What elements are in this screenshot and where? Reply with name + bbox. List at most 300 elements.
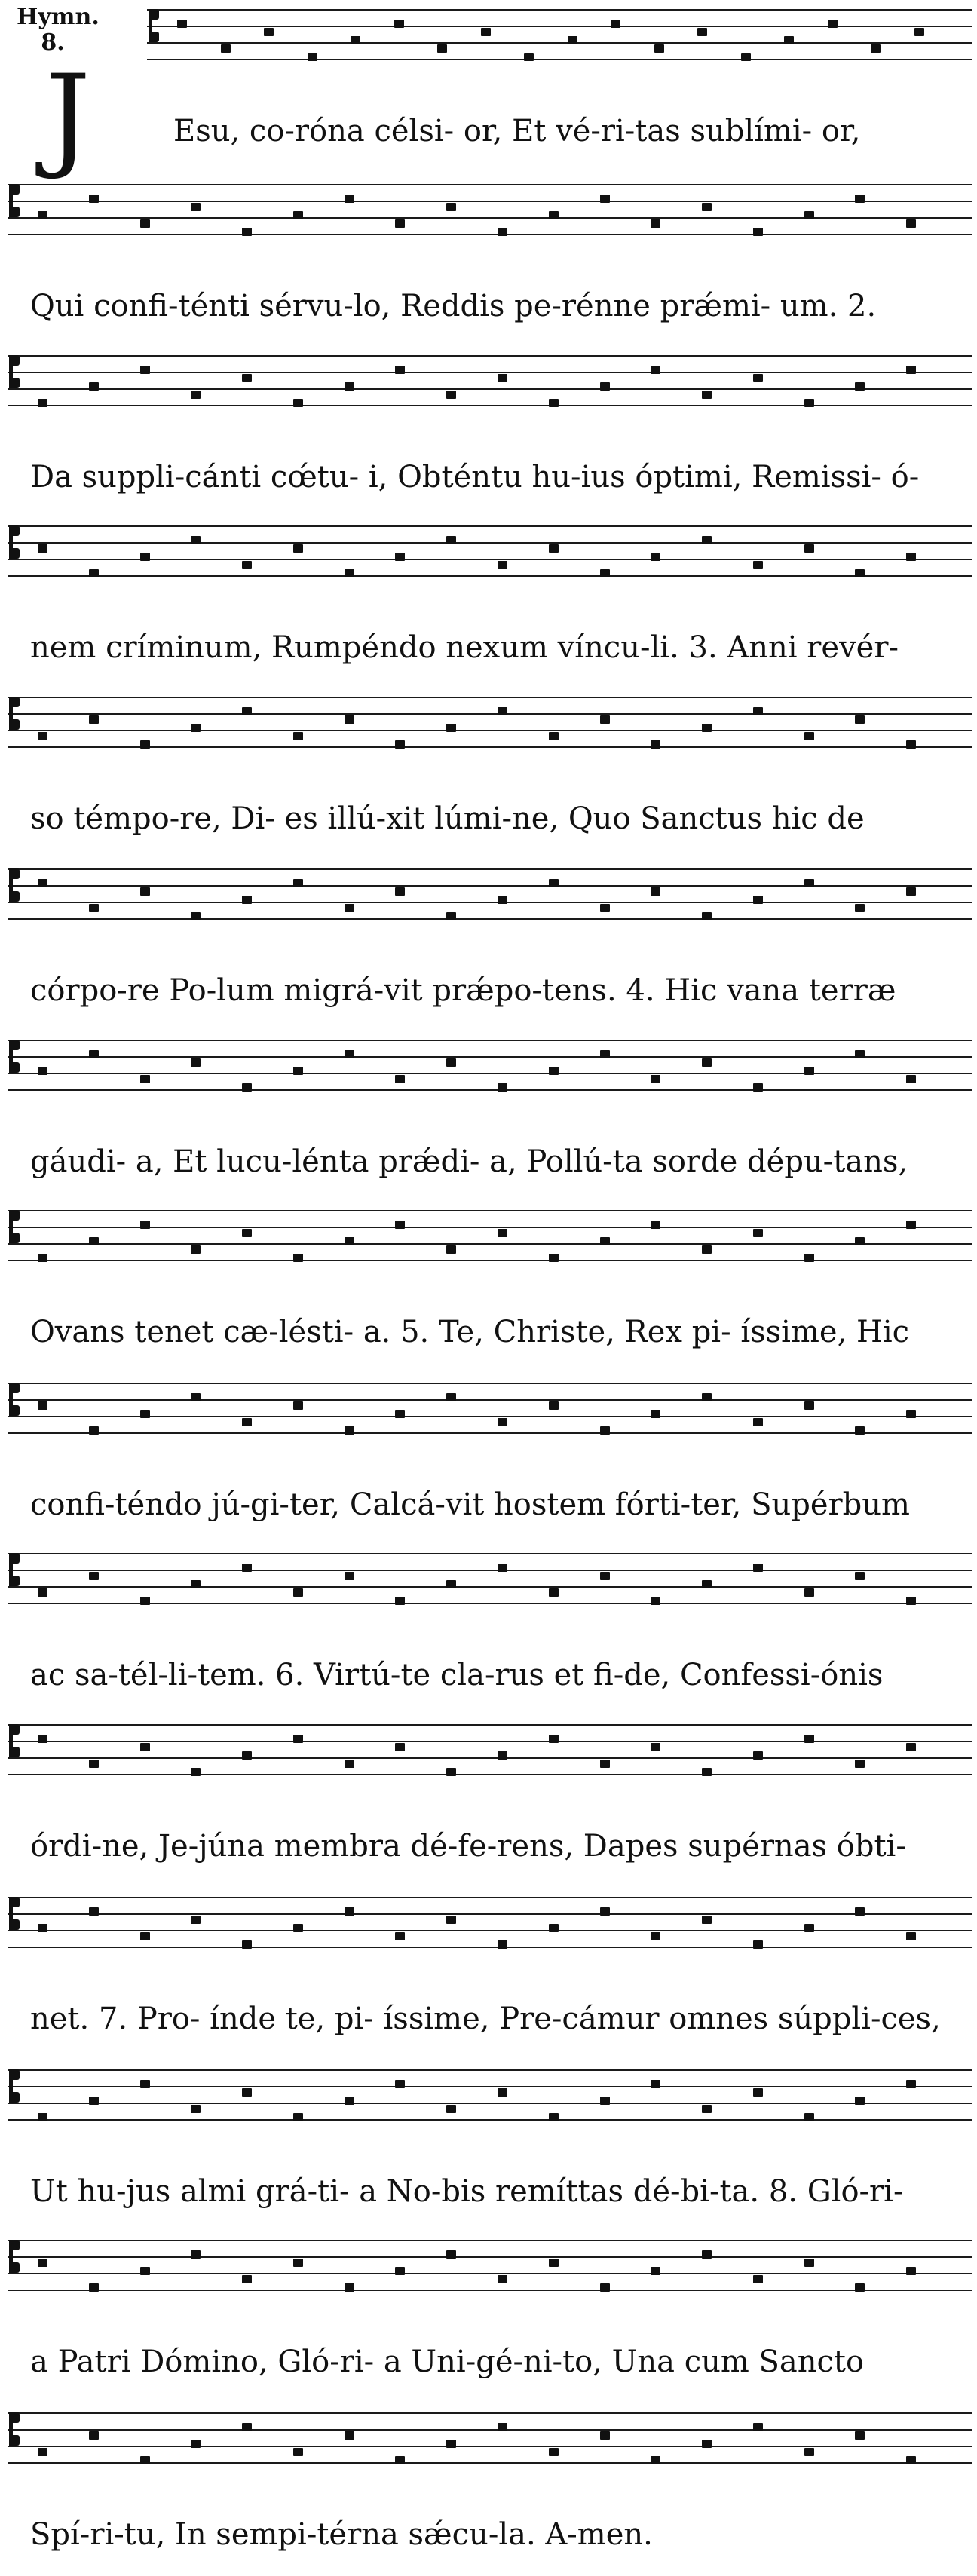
- chant-system: [0, 1201, 977, 1367]
- staff-line: [8, 234, 972, 235]
- neume-note: [702, 912, 712, 920]
- neume-note: [345, 2097, 354, 2105]
- neume-note: [395, 219, 405, 228]
- neume-note: [804, 1254, 814, 1262]
- neume-note: [498, 374, 507, 382]
- neume-note: [804, 1401, 814, 1410]
- staff-line: [8, 1243, 972, 1245]
- staff-line: [8, 1724, 972, 1726]
- neume-note: [395, 1221, 405, 1229]
- staff-line: [8, 372, 972, 373]
- neume-note: [549, 1067, 559, 1075]
- neume-note: [191, 1916, 201, 1924]
- chant-system: [0, 2060, 977, 2226]
- neume-note: [906, 2080, 916, 2088]
- neume-note: [140, 1743, 150, 1751]
- neume-note: [804, 2448, 814, 2456]
- neume-note: [89, 1572, 99, 1580]
- neume-note: [345, 569, 354, 577]
- neume-note: [702, 724, 712, 732]
- neume-note: [89, 1050, 99, 1058]
- staff-line: [8, 1947, 972, 1948]
- neume-note: [855, 715, 865, 724]
- staff-line: [8, 1774, 972, 1775]
- staff-line: [8, 1897, 972, 1898]
- neume-note: [89, 382, 99, 391]
- staff-line: [8, 697, 972, 698]
- staff-line: [8, 746, 972, 748]
- mode-label: Hymn. 8.: [17, 4, 100, 56]
- neume-note: [191, 391, 201, 399]
- neume-note: [702, 2105, 712, 2113]
- staff-line: [8, 1570, 972, 1571]
- staff-line: [147, 9, 972, 11]
- neume-note: [191, 1580, 201, 1588]
- neume-note: [446, 912, 456, 920]
- staff-line: [8, 1073, 972, 1074]
- neume-note: [498, 2423, 507, 2431]
- neume-note: [855, 1050, 865, 1058]
- neume-note: [600, 1237, 610, 1245]
- c-clef-icon: [9, 1210, 18, 1243]
- neume-note: [651, 740, 660, 749]
- neume-note: [498, 2275, 507, 2283]
- neume-note: [651, 1221, 660, 1229]
- neume-note: [753, 2275, 763, 2283]
- neume-note: [293, 1735, 303, 1743]
- staff-line: [8, 2069, 972, 2071]
- neume-note: [345, 1572, 354, 1580]
- neume-note: [446, 1580, 456, 1588]
- staff-line: [8, 1553, 972, 1554]
- c-clef-icon: [149, 9, 158, 42]
- staff-line: [8, 868, 972, 870]
- neume-note: [140, 2267, 150, 2275]
- neume-note: [753, 374, 763, 382]
- staff: [8, 2240, 972, 2290]
- lyric-line: Ovans tenet cæ-lésti- a. 5. Te, Christe, Rex pi- íssime, Hic: [30, 1315, 910, 1349]
- neume-note: [906, 366, 916, 374]
- staff-line: [8, 2412, 972, 2414]
- neume-note: [293, 1924, 303, 1932]
- staff: [8, 1210, 972, 1260]
- neume-note: [242, 2275, 252, 2283]
- staff-line: [8, 1399, 972, 1401]
- neume-note: [395, 1932, 405, 1940]
- neume-note: [89, 2283, 99, 2292]
- neume-note: [702, 2440, 712, 2448]
- neume-note: [804, 879, 814, 887]
- neume-note: [753, 561, 763, 569]
- staff-line: [8, 2256, 972, 2258]
- neume-note: [804, 399, 814, 407]
- lyric-line: Esu, co-róna célsi- or, Et vé-ri-tas sublími- or,: [173, 114, 861, 149]
- neume-note: [549, 2448, 559, 2456]
- chant-system: [0, 1888, 977, 2054]
- chant-system: [0, 2231, 977, 2397]
- neume-note: [549, 2259, 559, 2267]
- neume-note: [855, 1572, 865, 1580]
- neume-note: [38, 211, 47, 219]
- neume-note: [345, 1050, 354, 1058]
- neume-note: [293, 732, 303, 740]
- neume-note: [600, 904, 610, 912]
- neume-note: [89, 1426, 99, 1435]
- neume-note: [855, 2431, 865, 2440]
- neume-note: [140, 1597, 150, 1605]
- staff-line: [8, 559, 972, 560]
- neume-note: [651, 1743, 660, 1751]
- neume-note: [804, 2259, 814, 2267]
- neume-note: [600, 2283, 610, 2292]
- neume-note: [549, 1735, 559, 1743]
- neume-note: [741, 53, 751, 61]
- neume-note: [600, 1572, 610, 1580]
- neume-note: [437, 44, 447, 53]
- neume-note: [38, 1588, 47, 1597]
- neume-note: [753, 1751, 763, 1760]
- neume-note: [395, 553, 405, 561]
- neume-note: [498, 1229, 507, 1237]
- staff-line: [8, 1913, 972, 1915]
- neume-note: [191, 536, 201, 544]
- neume-note: [38, 1924, 47, 1932]
- neume-note: [906, 1221, 916, 1229]
- neume-note: [345, 195, 354, 203]
- neume-note: [264, 28, 274, 36]
- neume-note: [140, 366, 150, 374]
- neume-note: [345, 715, 354, 724]
- neume-note: [855, 1426, 865, 1435]
- neume-note: [38, 1067, 47, 1075]
- neume-note: [308, 53, 317, 61]
- staff-line: [8, 355, 972, 357]
- chant-system: [0, 1031, 977, 1196]
- neume-note: [191, 2440, 201, 2448]
- neume-note: [498, 1564, 507, 1572]
- neume-note: [140, 740, 150, 749]
- chant-system: [0, 0, 977, 166]
- neume-note: [242, 561, 252, 569]
- neume-note: [804, 544, 814, 553]
- lyric-line: confi-téndo jú-gi-ter, Calcá-vit hostem fórti-ter, Supérbum: [30, 1487, 910, 1522]
- neume-note: [140, 1932, 150, 1940]
- neume-note: [549, 544, 559, 553]
- staff: [8, 1724, 972, 1774]
- staff-line: [8, 405, 972, 406]
- chant-system: [0, 859, 977, 1025]
- neume-note: [753, 707, 763, 715]
- neume-note: [38, 2259, 47, 2267]
- c-clef-icon: [9, 2069, 18, 2103]
- neume-note: [600, 382, 610, 391]
- neume-note: [702, 1768, 712, 1776]
- neume-note: [191, 203, 201, 211]
- neume-note: [600, 569, 610, 577]
- staff-line: [8, 1930, 972, 1931]
- neume-note: [855, 195, 865, 203]
- chant-system: [0, 1544, 977, 1710]
- neume-note: [345, 904, 354, 912]
- staff-line: [8, 2240, 972, 2241]
- staff-line: [147, 42, 972, 44]
- neume-note: [446, 1393, 456, 1401]
- staff: [8, 355, 972, 405]
- neume-note: [242, 2088, 252, 2097]
- neume-note: [906, 553, 916, 561]
- neume-note: [395, 740, 405, 749]
- staff: [8, 184, 972, 234]
- neume-note: [855, 382, 865, 391]
- neume-note: [651, 1075, 660, 1083]
- staff-line: [8, 217, 972, 219]
- neume-note: [702, 1580, 712, 1588]
- neume-note: [753, 1229, 763, 1237]
- neume-note: [753, 1940, 763, 1949]
- neume-note: [89, 1907, 99, 1916]
- staff-line: [8, 2429, 972, 2431]
- staff-line: [8, 1210, 972, 1211]
- staff-line: [8, 575, 972, 577]
- neume-note: [345, 2283, 354, 2292]
- neume-note: [191, 1768, 201, 1776]
- staff-line: [8, 918, 972, 920]
- staff: [8, 1383, 972, 1432]
- neume-note: [498, 2088, 507, 2097]
- neume-note: [38, 1401, 47, 1410]
- c-clef-icon: [9, 355, 18, 388]
- neume-note: [906, 1597, 916, 1605]
- neume-note: [140, 1221, 150, 1229]
- neume-note: [191, 1245, 201, 1254]
- neume-note: [446, 1916, 456, 1924]
- staff-line: [8, 2273, 972, 2274]
- neume-note: [906, 740, 916, 749]
- staff-line: [8, 1416, 972, 1417]
- neume-note: [804, 1588, 814, 1597]
- staff: [8, 2412, 972, 2462]
- staff-line: [8, 1056, 972, 1058]
- neume-note: [498, 561, 507, 569]
- neume-note: [89, 569, 99, 577]
- chant-system: [0, 688, 977, 853]
- neume-note: [855, 1237, 865, 1245]
- neume-note: [38, 879, 47, 887]
- staff: [8, 1040, 972, 1089]
- neume-note: [611, 20, 620, 28]
- chant-system: [0, 346, 977, 512]
- neume-note: [651, 1932, 660, 1940]
- neume-note: [804, 211, 814, 219]
- neume-note: [446, 2440, 456, 2448]
- lyric-line: Ut hu-jus almi grá-ti- a No-bis remíttas dé-bi-ta. 8. Gló-ri-: [30, 2174, 904, 2209]
- neume-note: [498, 1751, 507, 1760]
- neume-note: [242, 1940, 252, 1949]
- chant-system: [0, 1715, 977, 1881]
- neume-note: [549, 1588, 559, 1597]
- neume-note: [498, 1940, 507, 1949]
- staff: [8, 868, 972, 918]
- neume-note: [242, 1751, 252, 1760]
- c-clef-icon: [9, 1897, 18, 1930]
- neume-note: [549, 1401, 559, 1410]
- c-clef-icon: [9, 2412, 18, 2446]
- neume-note: [697, 28, 707, 36]
- neume-note: [38, 399, 47, 407]
- staff-line: [8, 2462, 972, 2464]
- neume-note: [446, 1768, 456, 1776]
- neume-note: [871, 44, 881, 53]
- neume-note: [242, 896, 252, 904]
- staff: [8, 1897, 972, 1947]
- neume-note: [345, 2431, 354, 2440]
- neume-note: [906, 1932, 916, 1940]
- neume-note: [524, 53, 534, 61]
- neume-note: [753, 2423, 763, 2431]
- neume-note: [855, 1760, 865, 1768]
- neume-note: [242, 1229, 252, 1237]
- neume-note: [345, 1237, 354, 1245]
- neume-note: [89, 904, 99, 912]
- neume-note: [140, 219, 150, 228]
- c-clef-icon: [9, 2240, 18, 2273]
- neume-note: [855, 2097, 865, 2105]
- staff-line: [8, 1383, 972, 1384]
- neume-note: [242, 228, 252, 236]
- neume-note: [38, 732, 47, 740]
- neume-note: [140, 1410, 150, 1418]
- neume-note: [89, 195, 99, 203]
- staff-line: [8, 1227, 972, 1228]
- c-clef-icon: [9, 525, 18, 559]
- lyric-line: so témpo-re, Di- es illú-xit lúmi-ne, Quo Sanctus hic de: [30, 801, 865, 836]
- neume-note: [293, 1254, 303, 1262]
- neume-note: [446, 2250, 456, 2259]
- neume-note: [191, 2250, 201, 2259]
- neume-note: [395, 2456, 405, 2464]
- neume-note: [568, 36, 577, 44]
- neume-note: [481, 28, 491, 36]
- neume-note: [242, 1564, 252, 1572]
- neume-note: [345, 1760, 354, 1768]
- neume-note: [753, 2088, 763, 2097]
- neume-note: [753, 228, 763, 236]
- neume-note: [906, 1075, 916, 1083]
- neume-note: [804, 1067, 814, 1075]
- neume-note: [38, 1735, 47, 1743]
- neume-note: [654, 44, 664, 53]
- neume-note: [549, 2113, 559, 2121]
- staff-line: [8, 2103, 972, 2104]
- neume-note: [293, 2259, 303, 2267]
- staff: [8, 697, 972, 746]
- neume-note: [498, 1418, 507, 1426]
- neume-note: [395, 2080, 405, 2088]
- c-clef-icon: [9, 1724, 18, 1757]
- neume-note: [242, 1083, 252, 1092]
- neume-note: [549, 879, 559, 887]
- neume-note: [600, 715, 610, 724]
- neume-note: [753, 896, 763, 904]
- lyric-line: Da suppli-cánti cœ́tu- i, Obténtu hu-ius óptimi, Remissi- ó-: [30, 460, 920, 495]
- neume-note: [446, 203, 456, 211]
- staff-line: [8, 201, 972, 202]
- lyric-line: córpo-re Po-lum migrá-vit prǽpo-tens. 4. Hic vana terræ: [30, 973, 896, 1008]
- neume-note: [38, 2113, 47, 2121]
- neume-note: [804, 2113, 814, 2121]
- staff-line: [8, 1040, 972, 1041]
- neume-note: [242, 2423, 252, 2431]
- neume-note: [446, 536, 456, 544]
- c-clef-icon: [9, 1383, 18, 1416]
- neume-note: [651, 219, 660, 228]
- neume-note: [702, 1058, 712, 1067]
- neume-note: [753, 1418, 763, 1426]
- neume-note: [395, 1075, 405, 1083]
- neume-note: [293, 399, 303, 407]
- neume-note: [293, 2113, 303, 2121]
- staff-line: [8, 1741, 972, 1742]
- neume-note: [395, 1743, 405, 1751]
- neume-note: [395, 1597, 405, 1605]
- neume-note: [549, 211, 559, 219]
- neume-note: [651, 1597, 660, 1605]
- neume-note: [293, 1588, 303, 1597]
- neume-note: [914, 28, 924, 36]
- staff-line: [8, 184, 972, 185]
- neume-note: [855, 569, 865, 577]
- neume-note: [140, 2080, 150, 2088]
- neume-note: [702, 1393, 712, 1401]
- neume-note: [600, 2097, 610, 2105]
- neume-note: [498, 707, 507, 715]
- staff-line: [8, 1432, 972, 1434]
- neume-note: [191, 1058, 201, 1067]
- lyric-line: net. 7. Pro- índe te, pi- íssime, Pre-cámur omnes súppli-ces,: [30, 2002, 941, 2036]
- neume-note: [600, 1907, 610, 1916]
- neume-note: [446, 1245, 456, 1254]
- neume-note: [651, 2267, 660, 2275]
- neume-note: [140, 887, 150, 896]
- staff-line: [8, 1260, 972, 1261]
- neume-note: [242, 374, 252, 382]
- neume-note: [600, 1426, 610, 1435]
- neume-note: [651, 553, 660, 561]
- staff-line: [8, 1603, 972, 1604]
- staff-line: [8, 2119, 972, 2121]
- staff-line: [8, 713, 972, 715]
- neume-note: [702, 1245, 712, 1254]
- staff: [8, 2069, 972, 2119]
- staff-line: [8, 730, 972, 731]
- staff-line: [8, 2086, 972, 2087]
- neume-note: [191, 912, 201, 920]
- lyric-line: a Patri Dómino, Gló-ri- a Uni-gé-ni-to, Una cum Sancto: [30, 2345, 865, 2379]
- neume-note: [293, 879, 303, 887]
- neume-note: [855, 904, 865, 912]
- neume-note: [549, 1254, 559, 1262]
- neume-note: [351, 36, 360, 44]
- neume-note: [702, 203, 712, 211]
- neume-note: [242, 707, 252, 715]
- neume-note: [446, 391, 456, 399]
- c-clef-icon: [9, 697, 18, 730]
- neume-note: [600, 2431, 610, 2440]
- neume-note: [702, 1916, 712, 1924]
- initial-letter: J: [45, 51, 91, 182]
- lyric-line: órdi-ne, Je-júna membra dé-fe-rens, Dapes supérnas óbti-: [30, 1829, 906, 1864]
- chant-system: [0, 175, 977, 341]
